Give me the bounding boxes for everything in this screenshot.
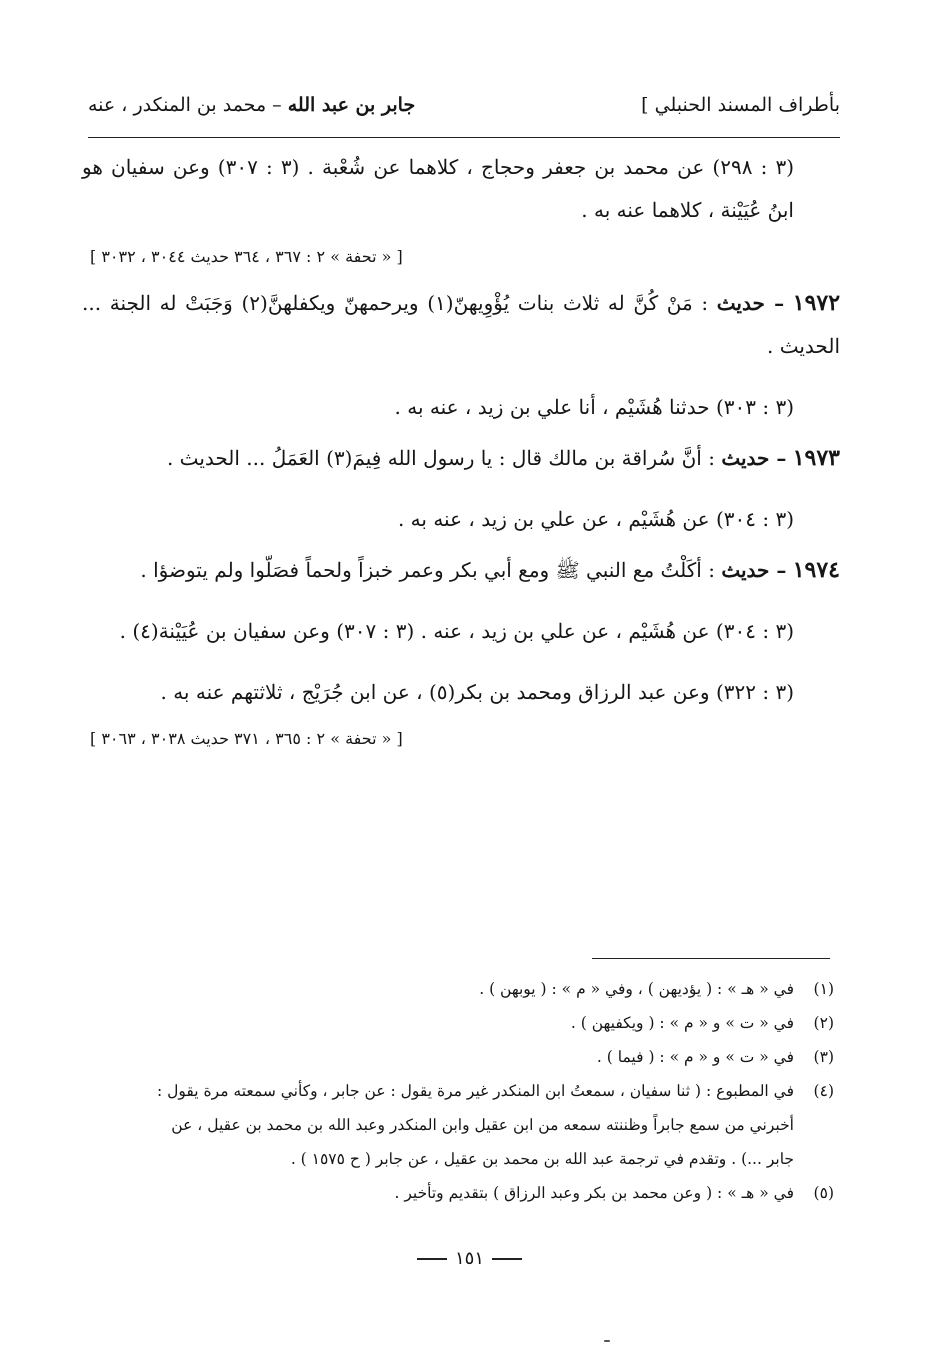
footnote-text: في « هـ » : ( وعن محمد بن بكر وعبد الرزاق ) بتقديم وتأخير . (394, 1184, 794, 1202)
footnote-number: (٥) (813, 1184, 834, 1202)
footnote-number: (٣) (813, 1048, 834, 1066)
hadith-dash: – (769, 446, 787, 470)
footnote-text: في المطبوع : ( ثنا سفيان ، سمعتُ ابن المنكدر غير مرة يقول : عن جابر ، وكأني سمعته مرة يقول : (157, 1082, 794, 1100)
hadith-1974 (82, 549, 840, 592)
footnote-text: في « ت » و « م » : ( ويكفيهن ) . (570, 1014, 794, 1032)
footnote (82, 1006, 834, 1040)
footnote (82, 1040, 834, 1074)
page-number-value: ١٥١ (454, 1248, 484, 1269)
header-section (88, 94, 415, 116)
isnad-paragraph: (٣ : ٣٠٤) عن هُشَيْم ، عن علي بن زيد ، عنه . (٣ : ٣٠٧) وعن سفيان بن عُيَيْنة(٤) . (119, 619, 794, 643)
hadith-dash: – (764, 291, 785, 315)
hadith-1972 (82, 282, 840, 368)
footnote-text: في « ت » و « م » : ( فيما ) . (596, 1048, 794, 1066)
footnote-continuation: جابر ...) . وتقدم في ترجمة عبد الله بن محمد بن عقيل ، عن جابر ( ح ١٥٧٥ ) . (290, 1150, 794, 1168)
header-book-title: بأطراف المسند الحنبلي ] (641, 94, 840, 116)
main-text (82, 146, 840, 756)
isnad-paragraph: (٣ : ٢٩٨) عن محمد بن جعفر وحجاج ، كلاهما عن شُعْبة . (٣ : ٣٠٧) وعن سفيان هو ابنُ عُيَيْنة ، كلاهما عنه به . (82, 155, 795, 222)
isnad-paragraph: (٣ : ٣٠٤) عن هُشَيْم ، عن علي بن زيد ، عنه به . (397, 507, 794, 531)
footnote (82, 1176, 834, 1210)
hadith-dash: – (769, 558, 787, 582)
hadith-text: : أكَلْتُ مع النبي ﷺ ومع أبي بكر وعمر خبزاً ولحماً فصَلّوا ولم يتوضؤا . (140, 558, 715, 582)
scan-speck (604, 1340, 610, 1342)
header-separator: – (266, 94, 282, 116)
running-header (88, 94, 840, 134)
hadith-number: ١٩٧٤ (792, 557, 840, 583)
hadith-text: : مَنْ كُنَّ له ثلاث بنات يُؤْوِيهنّ(١) ويرحمهنّ ويكفلهنَّ(٢) وَجَبَتْ له الجنة ... الحديث . (82, 291, 840, 358)
hadith-number: ١٩٧٢ (792, 290, 841, 316)
isnad-paragraph: (٣ : ٣٢٢) وعن عبد الرزاق ومحمد بن بكر(٥) ، عن ابن جُرَيْج ، ثلاثتهم عنه به . (160, 680, 794, 704)
footnote-number: (١) (813, 980, 834, 998)
tuhfa-reference: [ « تحفة » ٢ : ٣٦٥ ، ٣٧١ حديث ٣٠٣٨ ، ٣٠٦٣ ] (90, 729, 403, 748)
footnotes (82, 972, 834, 1210)
hadith-label: حديث (721, 446, 770, 470)
hadith-label: حديث (721, 558, 770, 582)
tuhfa-reference: [ « تحفة » ٢ : ٣٦٧ ، ٣٦٤ حديث ٣٠٤٤ ، ٣٠٣٢ ] (90, 247, 403, 266)
page-number-dash (417, 1258, 447, 1260)
footnote-number: (٤) (813, 1082, 834, 1100)
footnote (82, 972, 834, 1006)
header-narrator: محمد بن المنكدر ، عنه (88, 94, 267, 116)
hadith-number: ١٩٧٣ (792, 445, 840, 471)
footnote-number: (٢) (813, 1014, 834, 1032)
hadith-label: حديث (716, 291, 765, 315)
footnote-continuation: أخبرني من سمع جابراً وظننته سمعه من ابن عقيل وابن المنكدر وعبد الله بن محمد بن عقيل ، عن (171, 1116, 794, 1134)
hadith-1973 (82, 437, 840, 480)
isnad-paragraph: (٣ : ٣٠٣) حدثنا هُشَيْم ، أنا علي بن زيد ، عنه به . (394, 395, 794, 419)
header-companion-name: جابر بن عبد الله (287, 94, 416, 116)
header-rule (88, 137, 840, 138)
footnote-text: في « هـ » : ( يؤديهن ) ، وفي « م » : ( يوبهن ) . (479, 980, 794, 998)
page-number (0, 1248, 939, 1269)
page-number-dash (492, 1258, 522, 1260)
footnote (82, 1074, 834, 1108)
hadith-text: : أنَّ سُراقة بن مالك قال : يا رسول الله فِيمَ(٣) العَمَلُ ... الحديث . (166, 446, 715, 470)
footnote-rule (592, 958, 830, 959)
